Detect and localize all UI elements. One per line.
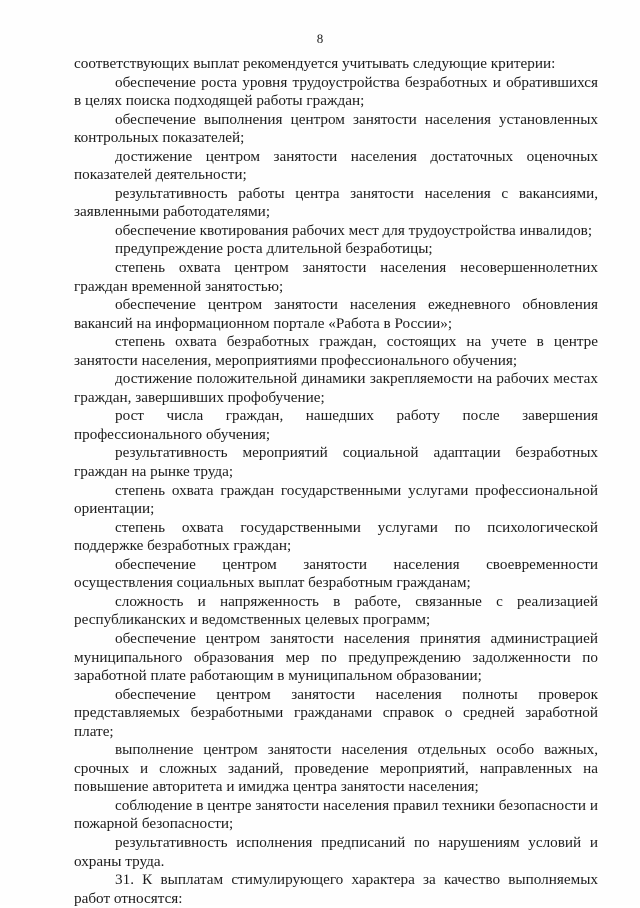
document-body <box>74 55 598 908</box>
criterion-item: обеспечение центром занятости населения принятия администрацией муниципального образования мер по предупреждению задолженности по заработной плате работающим в муниципальном образовании; <box>74 629 598 685</box>
criterion-item: предупреждение роста длительной безработицы; <box>115 240 433 258</box>
criterion-item: степень охвата государственными услугами по психологической поддержке безработных граждан; <box>74 518 598 555</box>
criterion-item: результативность мероприятий социальной адаптации безработных граждан на рынке труда; <box>74 444 598 481</box>
criterion-item: результативность работы центра занятости населения с вакансиями, заявленными работодателями; <box>74 184 598 221</box>
criterion-item: обеспечение квотирования рабочих мест для трудоустройства инвалидов; <box>115 221 593 239</box>
criterion-item: обеспечение центром занятости населения своевременности осуществления социальных выплат безработным гражданам; <box>74 555 598 592</box>
closing-paragraph: 31. К выплатам стимулирующего характера за качество выполняемых работ относятся: <box>74 871 598 907</box>
criterion-item: степень охвата безработных граждан, состоящих на учете в центре занятости населения, мероприятиями профессионального обучения; <box>74 333 598 369</box>
criterion-item: рост числа граждан, нашедших работу после завершения профессионального обучения; <box>74 407 598 443</box>
criterion-item: достижение положительной динамики закрепляемости на рабочих местах граждан, завершивших профобучение; <box>74 370 598 406</box>
criterion-item: обеспечение центром занятости населения ежедневного обновления вакансий на информационном портале «Работа в России»; <box>74 296 598 332</box>
criterion-item: обеспечение центром занятости населения полноты проверок представляемых безработными гражданами справок о средней заработной плате; <box>74 685 598 740</box>
criterion-item: сложность и напряженность в работе, связанные с реализацией республиканских и ведомственных целевых программ; <box>74 592 598 629</box>
criterion-item: степень охвата граждан государственными услугами профессиональной ориентации; <box>74 481 598 518</box>
criterion-item: обеспечение роста уровня трудоустройства безработных и обратившихся в целях поиска подходящей работы граждан; <box>74 73 598 110</box>
criterion-item: обеспечение выполнения центром занятости населения установленных контрольных показателей; <box>74 110 598 147</box>
page-number: 8 <box>316 31 324 46</box>
lead-line: соответствующих выплат рекомендуется учитывать следующие критерии: <box>74 55 556 72</box>
criterion-item: соблюдение в центре занятости населения правил техники безопасности и пожарной безопасности; <box>74 796 598 833</box>
criterion-item: степень охвата центром занятости населения несовершеннолетних граждан временной занятостью; <box>74 259 598 295</box>
criterion-item: результативность исполнения предписаний по нарушениям условий и охраны труда. <box>74 833 598 870</box>
criterion-item: достижение центром занятости населения достаточных оценочных показателей деятельности; <box>74 147 598 184</box>
criterion-item: выполнение центром занятости населения отдельных особо важных, срочных и сложных заданий, проведение мероприятий, направленных на повышение авторитета и имиджа центра занятости населения; <box>74 741 598 796</box>
